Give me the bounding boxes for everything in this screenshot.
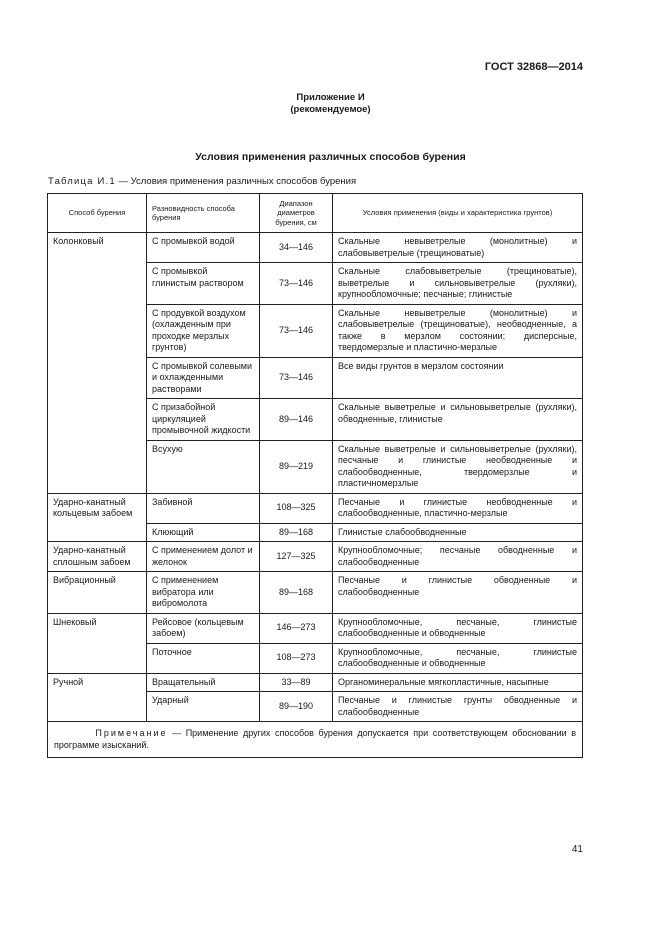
cell-variant: С применением вибратора или вибромолота <box>147 572 260 614</box>
column-header-variant: Разновидность способа бурения <box>147 194 260 233</box>
cell-variant: Клюющий <box>147 523 260 542</box>
table-row <box>48 673 583 692</box>
appendix-title: Приложение И <box>296 92 365 103</box>
table-row <box>48 304 583 357</box>
cell-variant: Рейсовое (кольцевым забоем) <box>147 613 260 643</box>
column-header-conditions: Условия применения (виды и характеристика грунтов) <box>333 194 583 233</box>
cell-method <box>48 357 147 399</box>
cell-range: 89—168 <box>260 572 333 614</box>
cell-variant: С промывкой глинистым раствором <box>147 263 260 305</box>
cell-method <box>48 263 147 305</box>
table-row <box>48 523 583 542</box>
appendix-heading <box>0 92 661 116</box>
table-row <box>48 493 583 523</box>
table-row <box>48 233 583 263</box>
cell-variant: С промывкой солевыми и охлажденными растворами <box>147 357 260 399</box>
cell-variant: С призабойной циркуляцией промывочной жидкости <box>147 399 260 441</box>
column-header-method: Способ бурения <box>48 194 147 233</box>
table-row <box>48 643 583 673</box>
cell-range: 33—89 <box>260 673 333 692</box>
cell-conditions: Песчаные и глинистые необводненные и слабообводненные, пластично-мерзлые <box>333 493 583 523</box>
cell-conditions: Скальные невыветрелые (монолитные) и слабовыветрелые (трещиноватые) <box>333 233 583 263</box>
cell-range: 108—325 <box>260 493 333 523</box>
cell-conditions: Крупнообломочные, песчаные, глинистые слабообводненные и обводненные <box>333 643 583 673</box>
table-row <box>48 572 583 614</box>
cell-range: 146—273 <box>260 613 333 643</box>
cell-conditions: Крупнообломочные; песчаные обводненные и слабообводненные <box>333 542 583 572</box>
cell-conditions: Песчаные и глинистые обводненные и слабообводненные <box>333 572 583 614</box>
cell-method: Ударно-канатный сплошным забоем <box>48 542 147 572</box>
table-row <box>48 613 583 643</box>
cell-method <box>48 304 147 357</box>
page-number: 41 <box>571 844 583 855</box>
cell-conditions: Все виды грунтов в мерзлом состоянии <box>333 357 583 399</box>
drilling-methods-table <box>47 193 583 758</box>
cell-method: Шнековый <box>48 613 147 643</box>
cell-conditions: Органоминеральные мягкопластичные, насыпные <box>333 673 583 692</box>
cell-range: 89—146 <box>260 399 333 441</box>
cell-conditions: Скальные слабовыветрелые (трещиноватые), выветрелые и сильновыветрелые (рухляки), крупнообломочные; песчаные; глинистые <box>333 263 583 305</box>
document-code: ГОСТ 32868—2014 <box>484 61 583 73</box>
cell-conditions: Скальные выветрелые и сильновыветрелые (рухляки), обводненные, глинистые <box>333 399 583 441</box>
table-row <box>48 399 583 441</box>
section-title: Условия применения различных способов бурения <box>195 151 466 163</box>
cell-method <box>48 692 147 722</box>
table-caption <box>48 176 356 187</box>
cell-variant: С применением долот и желонок <box>147 542 260 572</box>
cell-method: Колонковый <box>48 233 147 263</box>
cell-conditions: Глинистые слабообводненные <box>333 523 583 542</box>
cell-method <box>48 399 147 441</box>
cell-range: 108—273 <box>260 643 333 673</box>
cell-variant: С продувкой воздухом (охлажденным при проходке мерзлых грунтов) <box>147 304 260 357</box>
column-header-range: Диапазон диаметров бурения, см <box>260 194 333 233</box>
appendix-subtitle: (рекомендуемое) <box>290 104 371 115</box>
table-row <box>48 357 583 399</box>
table-caption-label: Таблица И.1 <box>48 176 116 187</box>
cell-variant: Ударный <box>147 692 260 722</box>
cell-range: 89—168 <box>260 523 333 542</box>
cell-range: 73—146 <box>260 263 333 305</box>
cell-variant: Всухую <box>147 440 260 493</box>
cell-range: 89—190 <box>260 692 333 722</box>
cell-method <box>48 523 147 542</box>
cell-range: 73—146 <box>260 357 333 399</box>
cell-range: 34—146 <box>260 233 333 263</box>
table-row <box>48 692 583 722</box>
cell-method <box>48 440 147 493</box>
table-row <box>48 440 583 493</box>
cell-conditions: Скальные выветрелые и сильновыветрелые (рухляки), песчаные и глинистые необводненные и слабообводненные, твердомерзлые и пластичномерзлые <box>333 440 583 493</box>
cell-conditions: Песчаные и глинистые грунты обводненные и слабообводненные <box>333 692 583 722</box>
cell-conditions: Крупнообломочные, песчаные, глинистые слабообводненные и обводненные <box>333 613 583 643</box>
cell-variant: С промывкой водой <box>147 233 260 263</box>
table-caption-text: — Условия применения различных способов бурения <box>115 176 357 187</box>
cell-method: Ручной <box>48 673 147 692</box>
cell-method: Ударно-канатный кольцевым забоем <box>48 493 147 523</box>
table-note <box>48 722 583 758</box>
cell-method <box>48 643 147 673</box>
cell-range: 73—146 <box>260 304 333 357</box>
table-note-row <box>48 722 583 758</box>
cell-variant: Вращательный <box>147 673 260 692</box>
note-text: — Применение других способов бурения допускается при соответствующем обосновании в программе изысканий. <box>54 728 577 750</box>
cell-method: Вибрационный <box>48 572 147 614</box>
cell-conditions: Скальные невыветрелые (монолитные) и слабовыветрелые (трещиноватые), необводненные, а также в мерзлом состоянии; дисперсные, твердомерзлые и пластично-мерзлые <box>333 304 583 357</box>
table-row <box>48 542 583 572</box>
cell-variant: Забивной <box>147 493 260 523</box>
table-header-row <box>48 194 583 233</box>
note-label: Примечание <box>95 728 168 738</box>
cell-range: 89—219 <box>260 440 333 493</box>
table-row <box>48 263 583 305</box>
cell-range: 127—325 <box>260 542 333 572</box>
cell-variant: Поточное <box>147 643 260 673</box>
